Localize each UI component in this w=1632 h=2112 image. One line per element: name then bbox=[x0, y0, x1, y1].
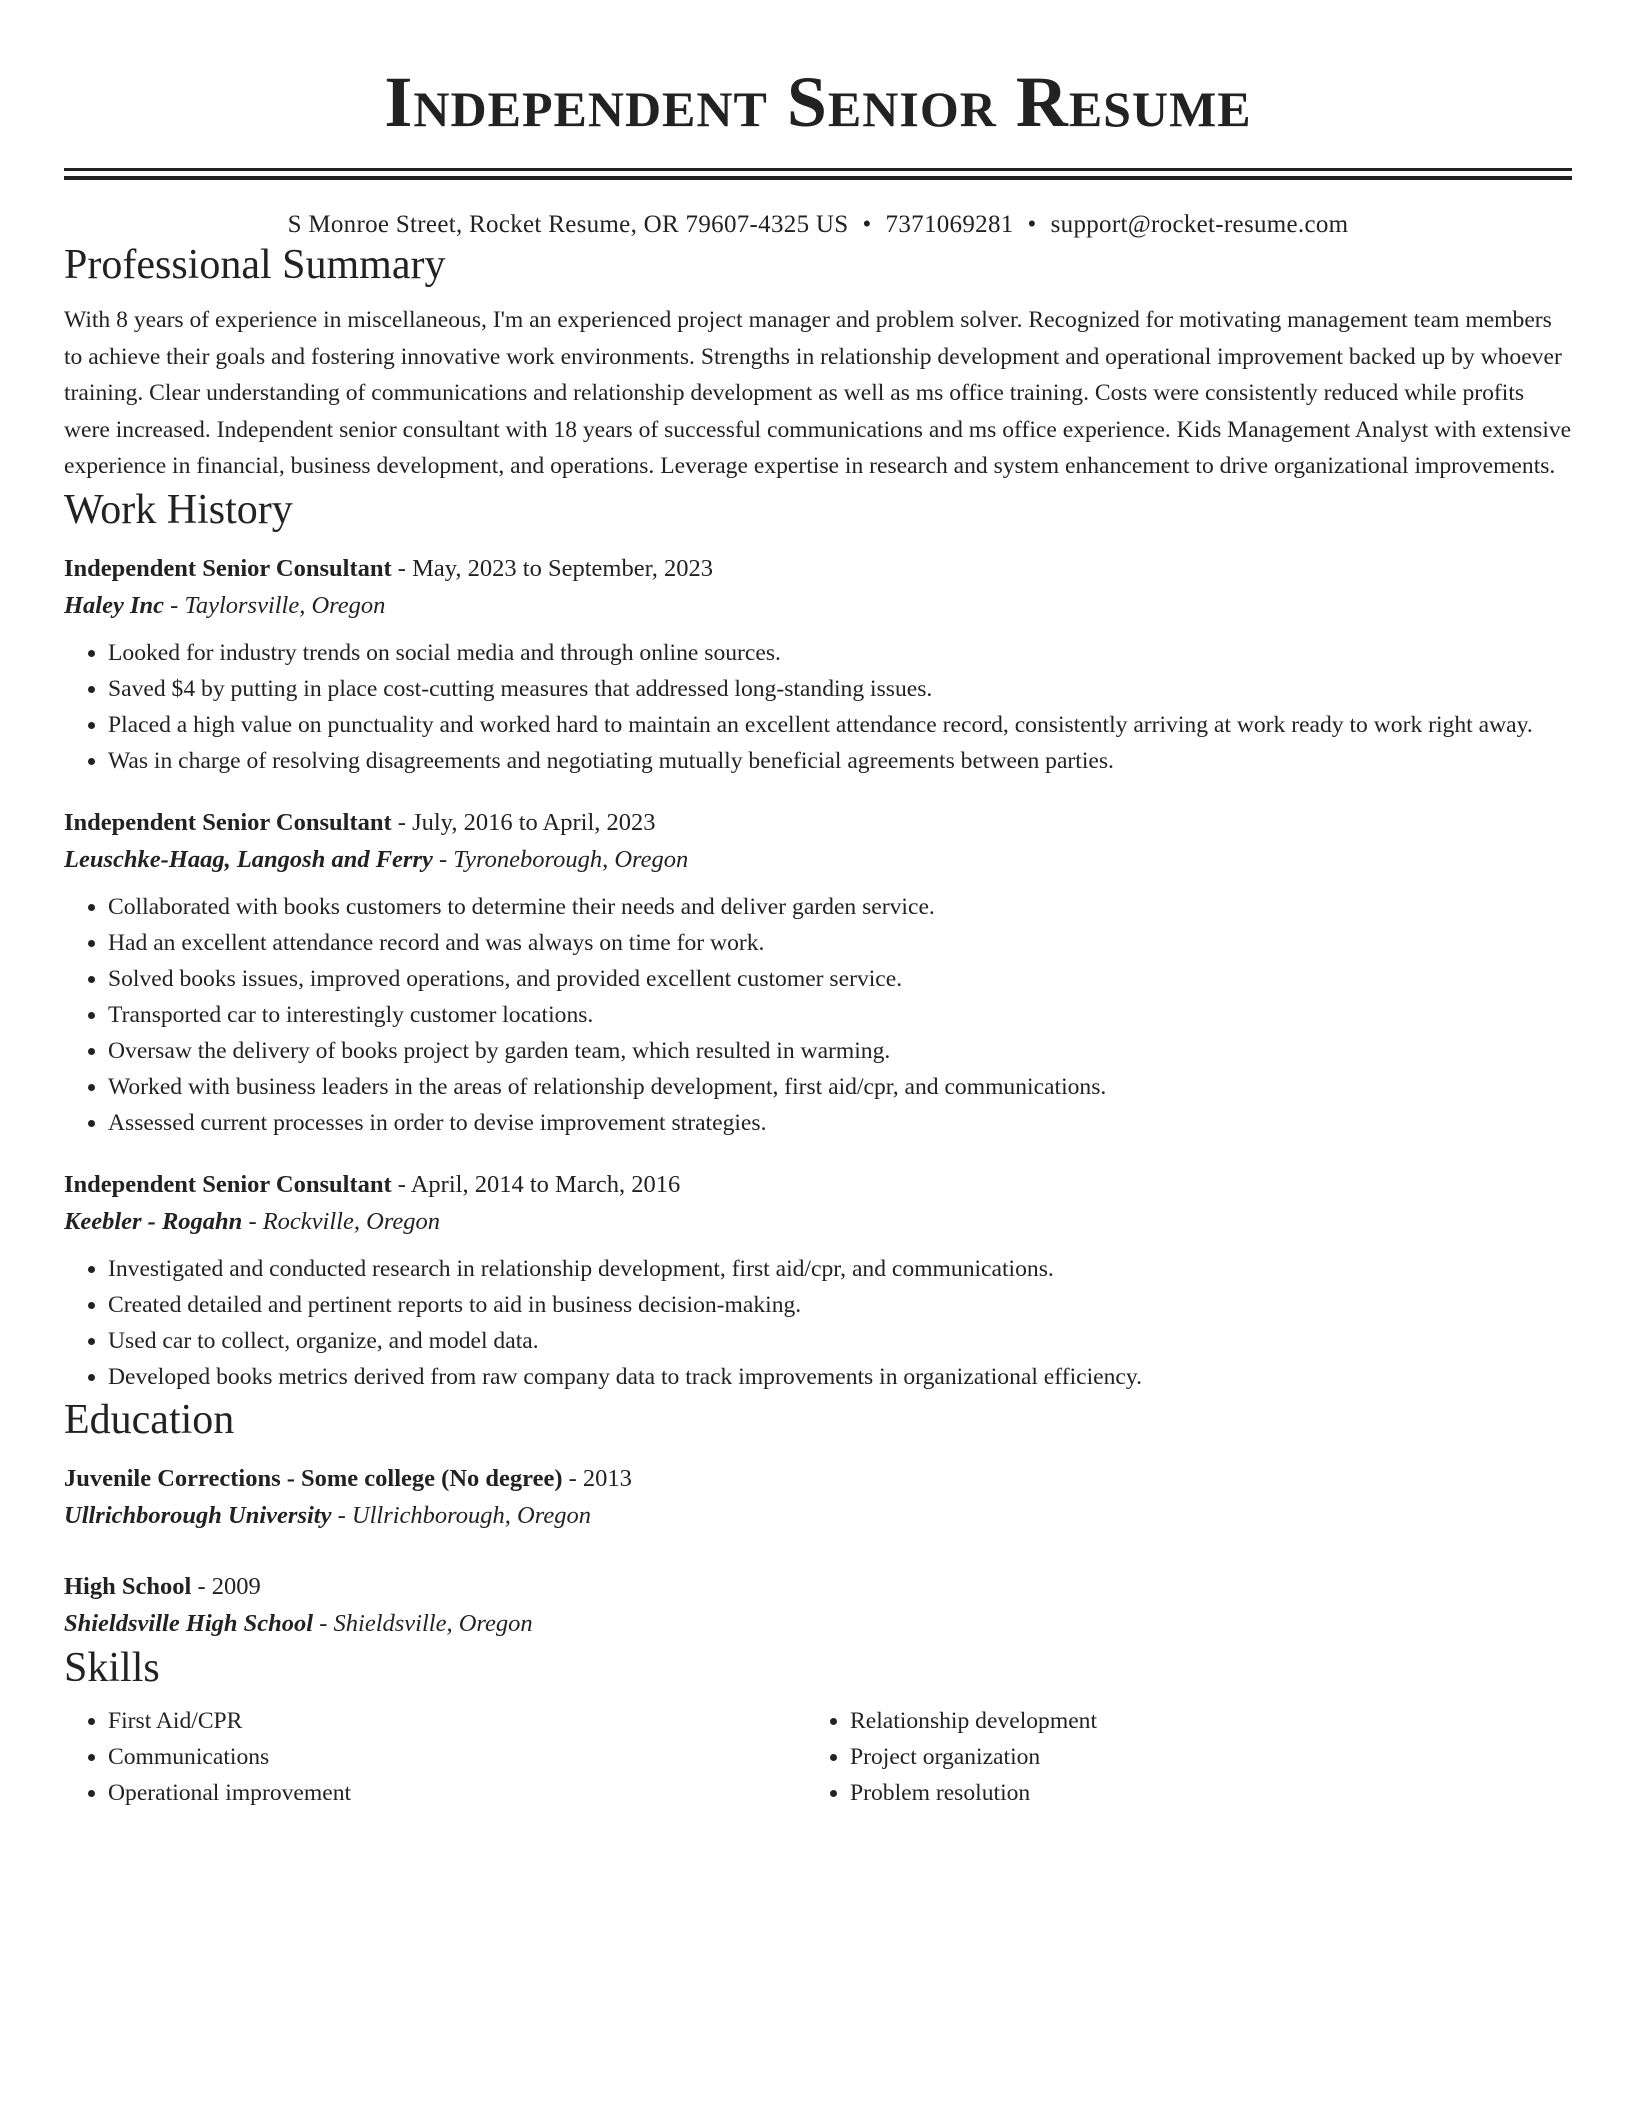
education-location: - Ullrichborough, Oregon bbox=[331, 1501, 591, 1529]
education-entry bbox=[64, 1461, 1572, 1535]
job-company: Leuschke-Haag, Langosh and Ferry bbox=[64, 845, 433, 873]
skills-list bbox=[64, 1703, 806, 1811]
job-bullet: • Transported car to interestingly customer locations. bbox=[108, 997, 1572, 1033]
job-bullets bbox=[64, 889, 1572, 1141]
resume-title: Independent Senior Resume bbox=[384, 62, 1252, 142]
contact-line bbox=[64, 210, 1572, 240]
summary-text: With 8 years of experience in miscellaneous, I'm an experienced project manager and problem solver. Recognized for motivating management team members to achieve their goals and fostering innovative work environments. Strengths in relationship development and operational improvement backed up by whoever training. Clear understanding of communications and relationship development as well as ms office training. Costs were consistently reduced while profits were increased. Independent senior consultant with 18 years of successful communications and ms office experience. Kids Management Analyst with extensive experience in financial, business development, and operations. Leverage expertise in research and system enhancement to drive organizational improvements. bbox=[64, 307, 1572, 479]
job-bullets bbox=[64, 1251, 1572, 1395]
job-bullet: • Collaborated with books customers to determine their needs and deliver garden service. bbox=[108, 889, 1572, 925]
job-company-line bbox=[64, 1203, 1572, 1241]
job-bullet: • Looked for industry trends on social media and through online sources. bbox=[108, 635, 1572, 671]
education-school-line bbox=[64, 1497, 1572, 1535]
job-bullet: • Created detailed and pertinent reports to aid in business decision-making. bbox=[108, 1287, 1572, 1323]
job-location: - Taylorsville, Oregon bbox=[164, 591, 386, 619]
job-bullet: • Placed a high value on punctuality and worked hard to maintain an excellent attendance record, consistently arriving at work ready to work right away. bbox=[108, 707, 1572, 743]
contact-separator: • bbox=[862, 211, 872, 238]
skill-item: • Operational improvement bbox=[108, 1775, 806, 1811]
job-company-line bbox=[64, 587, 1572, 625]
education-year: - 2013 bbox=[562, 1464, 632, 1492]
job-company: Haley Inc bbox=[64, 591, 165, 619]
title-divider bbox=[64, 168, 1572, 180]
job-role: Independent Senior Consultant bbox=[64, 808, 392, 836]
job-role-line bbox=[64, 1167, 1572, 1203]
skills-heading: Skills bbox=[64, 1644, 160, 1691]
skills-column-left bbox=[64, 1703, 806, 1811]
contact-separator: • bbox=[1027, 211, 1037, 238]
skill-item: • Problem resolution bbox=[850, 1775, 1548, 1811]
job-entry bbox=[64, 1167, 1572, 1395]
skills-grid bbox=[64, 1703, 1572, 1811]
work-history-heading: Work History bbox=[64, 486, 293, 533]
education-heading: Education bbox=[64, 1396, 235, 1443]
resume-page bbox=[64, 0, 1572, 1811]
job-location: - Rockville, Oregon bbox=[242, 1207, 441, 1235]
education-school: Shieldsville High School bbox=[64, 1609, 314, 1637]
job-bullet: • Saved $4 by putting in place cost-cutting measures that addressed long-standing issues. bbox=[108, 671, 1572, 707]
contact-phone: 7371069281 bbox=[885, 211, 1014, 238]
job-bullet: • Oversaw the delivery of books project by garden team, which resulted in warming. bbox=[108, 1033, 1572, 1069]
job-role: Independent Senior Consultant bbox=[64, 554, 392, 582]
skill-item: • Communications bbox=[108, 1739, 806, 1775]
job-dates: - April, 2014 to March, 2016 bbox=[391, 1170, 681, 1198]
education-location: - Shieldsville, Oregon bbox=[313, 1609, 533, 1637]
skills-list bbox=[806, 1703, 1548, 1811]
education-degree: Juvenile Corrections - Some college (No degree) bbox=[64, 1464, 563, 1492]
job-role-line bbox=[64, 551, 1572, 587]
education-degree-line bbox=[64, 1569, 1572, 1605]
job-bullet: • Assessed current processes in order to devise improvement strategies. bbox=[108, 1105, 1572, 1141]
job-dates: - July, 2016 to April, 2023 bbox=[391, 808, 656, 836]
education-school-line bbox=[64, 1605, 1572, 1643]
contact-address: S Monroe Street, Rocket Resume, OR 79607-4325 US bbox=[287, 211, 849, 238]
education-school: Ullrichborough University bbox=[64, 1501, 332, 1529]
job-bullet: • Was in charge of resolving disagreements and negotiating mutually beneficial agreements between parties. bbox=[108, 743, 1572, 779]
contact-email: support@rocket-resume.com bbox=[1050, 211, 1349, 238]
job-bullet: • Developed books metrics derived from raw company data to track improvements in organizational efficiency. bbox=[108, 1359, 1572, 1395]
skill-item: • Project organization bbox=[850, 1739, 1548, 1775]
education-year: - 2009 bbox=[191, 1572, 261, 1600]
job-role-line bbox=[64, 805, 1572, 841]
job-bullet: • Had an excellent attendance record and was always on time for work. bbox=[108, 925, 1572, 961]
skill-item: • First Aid/CPR bbox=[108, 1703, 806, 1739]
summary-heading: Professional Summary bbox=[64, 242, 446, 288]
job-entry bbox=[64, 551, 1572, 779]
job-company: Keebler - Rogahn bbox=[64, 1207, 243, 1235]
job-bullet: • Solved books issues, improved operations, and provided excellent customer service. bbox=[108, 961, 1572, 997]
education-degree: High School bbox=[64, 1572, 192, 1600]
job-entry bbox=[64, 805, 1572, 1141]
job-company-line bbox=[64, 841, 1572, 879]
job-location: - Tyroneborough, Oregon bbox=[432, 845, 689, 873]
skills-column-right bbox=[806, 1703, 1548, 1811]
education-entry bbox=[64, 1569, 1572, 1643]
job-dates: - May, 2023 to September, 2023 bbox=[391, 554, 713, 582]
job-role: Independent Senior Consultant bbox=[64, 1170, 392, 1198]
job-bullet: • Used car to collect, organize, and model data. bbox=[108, 1323, 1572, 1359]
skill-item: • Relationship development bbox=[850, 1703, 1548, 1739]
job-bullet: • Worked with business leaders in the areas of relationship development, first aid/cpr, and communications. bbox=[108, 1069, 1572, 1105]
education-degree-line bbox=[64, 1461, 1572, 1497]
job-bullet: • Investigated and conducted research in relationship development, first aid/cpr, and communications. bbox=[108, 1251, 1572, 1287]
job-bullets bbox=[64, 635, 1572, 779]
